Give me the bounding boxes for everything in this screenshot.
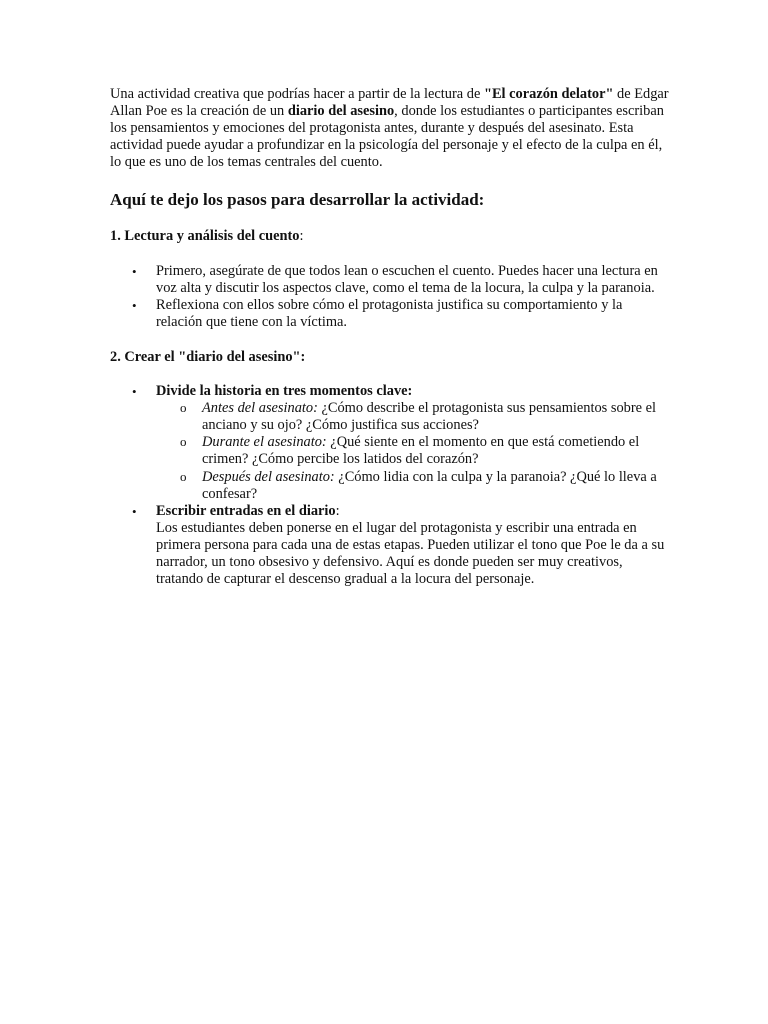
intro-text-2: de Edgar Allan Poe es la creación de un	[110, 86, 669, 120]
activity-name: diario del asesino	[287, 103, 395, 120]
moments-label: Divide la historia en tres momentos clave:	[156, 383, 413, 400]
moment-text: ¿Cómo lidia con la culpa y la paranoia? ¿Qué lo lleva a confesar?	[202, 468, 657, 502]
step2-heading: 2. Crear el "diario del asesino":	[110, 348, 306, 365]
step2-list	[110, 383, 670, 588]
story-title: "El corazón delator"	[483, 86, 614, 102]
diary-entries-label: Escribir entradas en el diario	[156, 502, 336, 519]
list-item	[110, 383, 670, 503]
document-page	[110, 86, 670, 588]
sublist-item	[156, 400, 670, 434]
moment-text: ¿Cómo describe el protagonista sus pensamientos sobre el anciano y su ojo? ¿Cómo justifica sus acciones?	[202, 400, 657, 434]
moments-sublist	[156, 400, 670, 503]
moment-label: Antes del asesinato:	[202, 400, 318, 417]
moment-label: Después del asesinato:	[202, 468, 335, 485]
sublist-item	[156, 434, 670, 468]
step1-colon: :	[299, 228, 304, 245]
list-item	[110, 503, 670, 588]
diary-entries-text: Los estudiantes deben ponerse en el lugar del protagonista y escribir una entrada en primera persona para cada una de estas etapas. Pueden utilizar el tono que Poe le da a su narrador, un tono obsesivo y defensivo. Aquí es donde pueden ser muy creativos, tratando de capturar el descenso gradual a la locura del personaje.	[156, 519, 665, 588]
moment-label: Durante el asesinato:	[202, 434, 327, 451]
intro-text-1: Una actividad creativa que podrías hacer a partir de la lectura de	[110, 86, 484, 102]
step1-heading	[110, 228, 670, 245]
step1-list	[110, 263, 670, 331]
moment-text: ¿Qué siente en el momento en que está cometiendo el crimen? ¿Cómo percibe los latidos del corazón?	[202, 434, 640, 468]
intro-paragraph	[110, 86, 670, 171]
list-item: • Primero, asegúrate de que todos lean o escuchen el cuento. Puedes hacer una lectura en voz alta y discutir los aspectos clave, como el tema de la locura, la culpa y la paranoia.	[110, 263, 670, 297]
intro-text-3: , donde los estudiantes o participantes escriban los pensamientos y emociones del protagonista antes, durante y después del asesinato. Esta actividad puede ayudar a profundizar en la psicología del personaje y el efecto de la culpa en él, lo que es uno de los temas centrales del cuento.	[110, 103, 664, 171]
step1-title: 1. Lectura y análisis del cuento	[110, 228, 300, 245]
list-item: • Reflexiona con ellos sobre cómo el protagonista justifica su comportamiento y la relación que tiene con la víctima.	[110, 297, 670, 331]
steps-heading: Aquí te dejo los pasos para desarrollar la actividad:	[110, 190, 485, 210]
sublist-item	[156, 469, 670, 503]
diary-entries-colon: :	[335, 502, 340, 519]
